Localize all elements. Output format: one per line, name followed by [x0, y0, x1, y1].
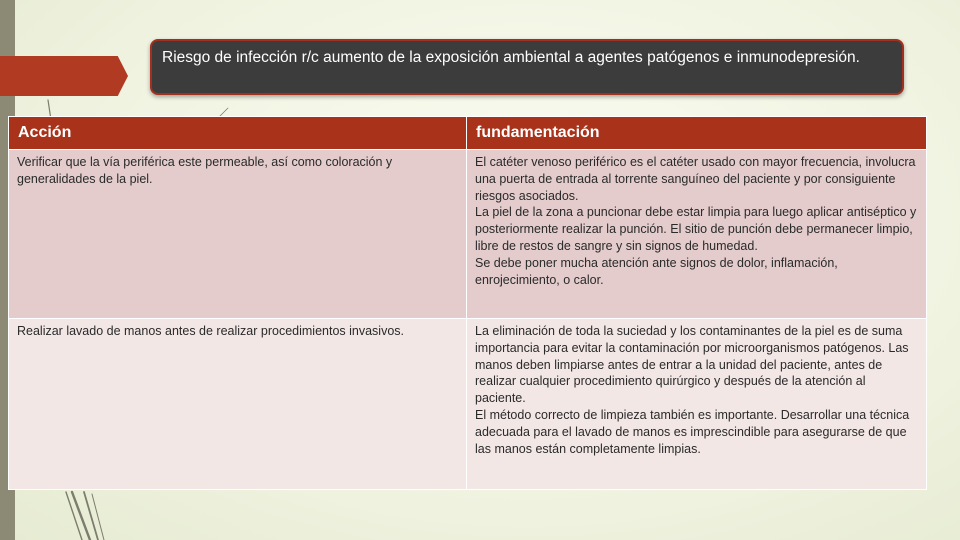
fundamentacion-paragraph: La piel de la zona a puncionar debe estar limpia para luego aplicar antiséptico y posteriormente realizar la punción. El sitio de punción debe permanecer limpio, libre de restos de sangre y sin signos de humedad.: [475, 205, 917, 253]
table-row: [9, 319, 927, 490]
fundamentacion-cell: [467, 150, 927, 319]
fundamentacion-cell: [467, 319, 927, 490]
header-fundamentacion: fundamentación: [467, 117, 927, 150]
fundamentacion-paragraph: Se debe poner mucha atención ante signos de dolor, inflamación, enrojecimiento, o calor.: [475, 255, 838, 287]
accion-cell: Verificar que la vía periférica este permeable, así como coloración y generalidades de la piel.: [9, 150, 467, 319]
slide-title: Riesgo de infección r/c aumento de la exposición ambiental a agentes patógenos e inmunodepresión.: [150, 39, 904, 95]
fundamentacion-paragraph: El método correcto de limpieza también es importante. Desarrollar una técnica adecuada para el lavado de manos es imprescindible para asegurarse de que las manos están completamente limpias.: [475, 407, 910, 456]
table-row: [9, 150, 927, 319]
header-accion: Acción: [9, 117, 467, 150]
table-header-row: [9, 117, 927, 150]
accion-cell: Realizar lavado de manos antes de realizar procedimientos invasivos.: [9, 319, 467, 490]
care-plan-table: [8, 116, 927, 490]
fundamentacion-paragraph: La eliminación de toda la suciedad y los contaminantes de la piel es de suma importancia para evitar la contaminación por microorganismos patógenos. Las manos deben limpiarse antes de entrar a la unidad del paciente, antes de realizar cualquier procedimiento quirúrgico y después de la atención al paciente.: [475, 324, 909, 406]
fundamentacion-paragraph: El catéter venoso periférico es el catéter usado con mayor frecuencia, involucra una puerta de entrada al torrente sanguíneo del paciente y por consiguiente riesgos asociados.: [475, 155, 916, 203]
arrow-accent-shape: [0, 56, 128, 96]
